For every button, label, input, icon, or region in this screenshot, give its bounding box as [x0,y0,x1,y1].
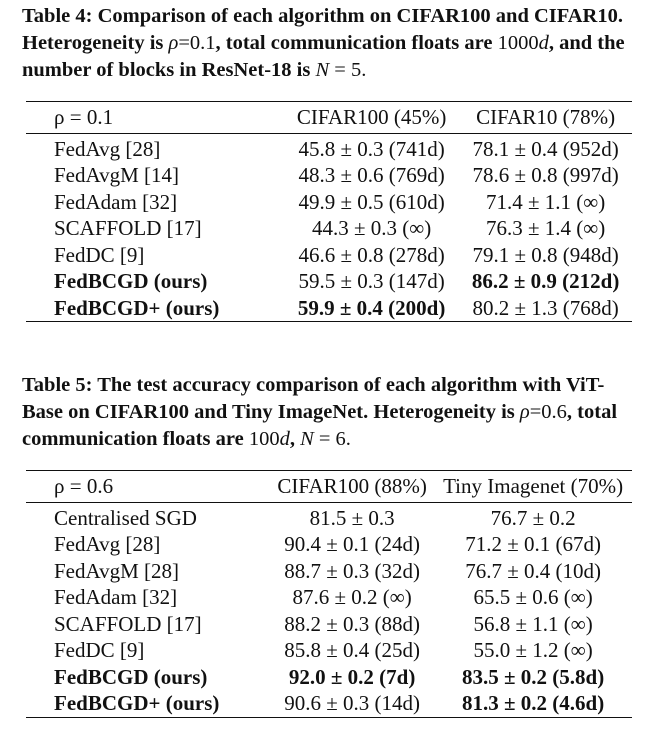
table-row [26,295,632,322]
cifar10-value: 71.4 ± 1.1 (∞) [485,189,606,214]
cifar100-value: 44.3 ± 0.3 (∞) [311,216,432,240]
table-row [26,558,632,585]
table4-caption-rho: ρ [168,32,179,54]
method-name: Centralised SGD [54,505,197,530]
cifar100-value: 87.6 ± 0.2 (∞) [292,585,412,609]
method-name: FedAdam [32] [54,189,178,214]
table4-caption-N-value: = 5. [329,59,367,81]
cifar100-value: 59.5 ± 0.3 (147d) [298,269,445,293]
table5-caption-N: N [300,428,314,450]
table4-caption-N: N [315,59,330,81]
table5-caption-text-2: , total communication floats are [22,401,618,450]
cifar100-value: 88.2 ± 0.3 (88d) [284,611,420,636]
table-row [26,690,632,717]
tiny-imagenet-value: 76.7 ± 0.4 (10d) [465,558,601,583]
cifar10-value: 78.6 ± 0.8 (997d) [472,163,619,187]
cifar10-value: 79.1 ± 0.8 (948d) [472,242,619,267]
method-name: FedBCGD (ours) [54,664,208,689]
table4-caption-label: Table 4: [22,5,93,27]
cifar100-value: 81.5 ± 0.3 [309,505,395,530]
cifar100-value: 49.9 ± 0.5 (610d) [298,189,445,214]
tiny-imagenet-value: 81.3 ± 0.2 (4.6d) [462,691,605,715]
table-row [26,189,632,216]
table5-header-cifar100: CIFAR100 (88%) [277,474,427,498]
cifar100-value: 85.8 ± 0.4 (25d) [284,638,420,662]
cifar100-value: 46.6 ± 0.8 (278d) [298,242,445,267]
cifar100-value: 48.3 ± 0.6 (769d) [298,163,445,187]
tiny-imagenet-value: 83.5 ± 0.2 (5.8d) [462,664,605,689]
method-name: SCAFFOLD [17] [54,216,202,240]
table4-caption-rho-value: =0.1 [178,32,216,54]
table-row [26,133,632,162]
table-row [26,162,632,189]
table4-header-cifar100: CIFAR100 (45%) [296,105,447,129]
table5-caption-floats: 100 [248,428,280,450]
method-name: FedBCGD (ours) [54,269,208,293]
method-name: FedBCGD+ (ours) [54,295,220,320]
method-name: FedAvg [28] [54,532,161,556]
method-name: FedAvgM [14] [54,163,180,187]
method-name: FedDC [9] [54,638,145,662]
tiny-imagenet-value: 71.2 ± 0.1 (67d) [465,532,601,556]
cifar100-value: 90.6 ± 0.3 (14d) [284,691,420,715]
table5-caption-N-value: = 6. [313,428,351,450]
cifar100-value: 45.8 ± 0.3 (741d) [298,136,445,161]
cifar10-value: 86.2 ± 0.9 (212d) [471,269,620,293]
table5 [26,470,632,718]
tiny-imagenet-value: 76.7 ± 0.2 [490,505,576,530]
table5-header-rho: ρ = 0.6 [54,474,114,498]
table-row [26,502,632,531]
cifar10-value: 78.1 ± 0.4 (952d) [472,136,619,161]
table-row [26,242,632,269]
cifar100-value: 92.0 ± 0.2 (7d) [288,664,416,689]
table4-caption [22,3,638,84]
table-row [26,664,632,691]
cifar10-value: 80.2 ± 1.3 (768d) [472,295,619,320]
table-row [26,215,632,242]
tiny-imagenet-value: 56.8 ± 1.1 (∞) [473,611,593,636]
table4 [26,101,632,322]
table-row [26,584,632,611]
table4-header-cifar10: CIFAR10 (78%) [476,105,616,129]
table4-header-rho: ρ = 0.1 [54,105,114,129]
method-name: FedDC [9] [54,242,145,267]
table5-caption-text-1: The test accuracy comparison of each algorithm with ViT-Base on CIFAR100 and Tiny ImageNet. Heterogeneity is [22,374,605,423]
method-name: FedAvg [28] [54,136,161,161]
table4-caption-d: d [538,32,549,54]
tiny-imagenet-value: 55.0 ± 1.2 (∞) [473,638,593,662]
table5-caption-label: Table 5: [22,374,93,396]
table-row [26,611,632,638]
table5-caption-text-3: , [289,428,301,450]
method-name: SCAFFOLD [17] [54,611,202,636]
method-name: FedBCGD+ (ours) [54,691,220,715]
cifar100-value: 88.7 ± 0.3 (32d) [284,558,420,583]
table5-caption-rho: ρ [519,401,530,423]
table-row [26,531,632,558]
table5-caption [22,372,638,453]
tiny-imagenet-value: 65.5 ± 0.6 (∞) [473,585,593,609]
table-row [26,637,632,664]
cifar10-value: 76.3 ± 1.4 (∞) [485,216,606,240]
table4-caption-text-2: , total communication floats are [215,32,498,54]
cifar100-value: 90.4 ± 0.1 (24d) [284,532,420,556]
method-name: FedAvgM [28] [54,558,180,583]
cifar100-value: 59.9 ± 0.4 (200d) [297,295,446,320]
table-row [26,268,632,295]
table5-caption-rho-value: =0.6 [529,401,567,423]
table5-caption-d: d [279,428,290,450]
table4-caption-floats: 1000 [497,32,539,54]
table4-caption-text-3: , and the number of blocks in ResNet-18 is [22,32,625,81]
table4-caption-text-1: Comparison of each algorithm on CIFAR100 and CIFAR10. Heterogeneity is [22,5,623,54]
method-name: FedAdam [32] [54,585,178,609]
table4-header-row [26,102,632,134]
table5-header-row [26,471,632,503]
table5-header-tiny-imagenet: Tiny Imagenet (70%) [443,474,624,498]
